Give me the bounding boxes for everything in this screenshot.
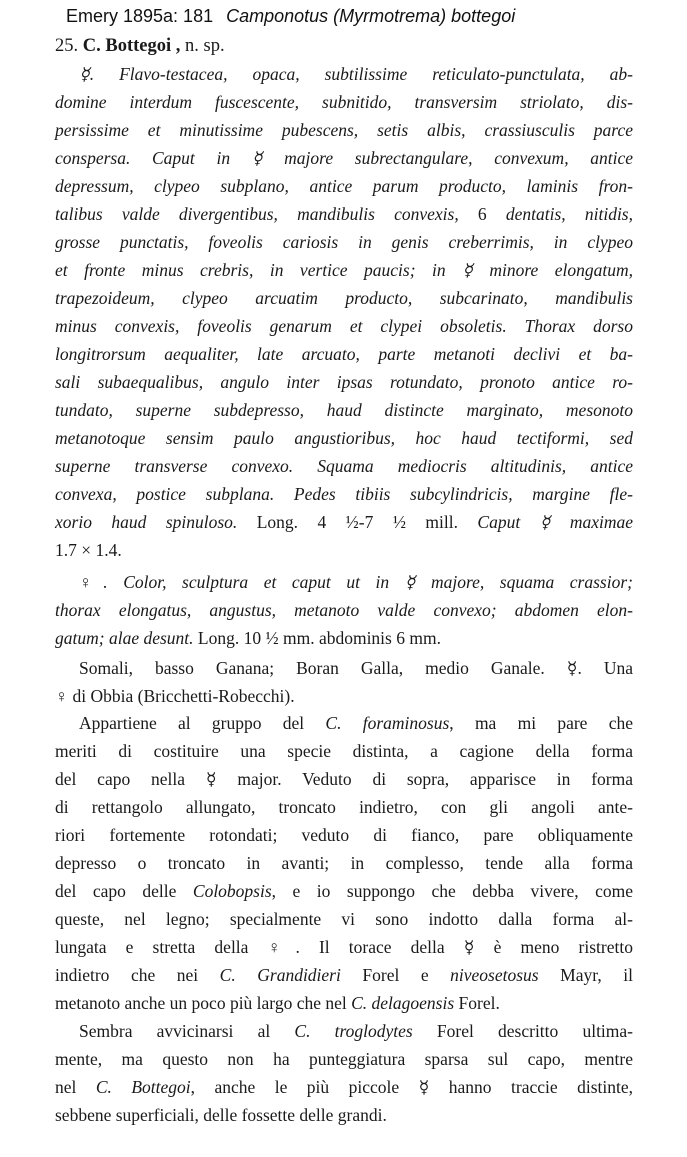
text-segment: Long. 4 ½-7 ½ mill.	[256, 512, 458, 532]
text-line	[55, 765, 633, 793]
female-description	[55, 568, 633, 652]
text-segment: lungata e stretta della ♀. Il torace della ☿ è meno ristretto	[55, 937, 633, 957]
text-line	[55, 228, 633, 256]
text-segment: metanotoque sensim paulo angustioribus, hoc haud tectiformi, sed	[55, 428, 633, 448]
text-segment: del capo delle	[55, 881, 193, 901]
citation-header	[66, 4, 666, 28]
text-segment: talibus valde divergentibus, mandibulis convexis,	[55, 204, 478, 224]
text-segment: Mayr, il	[538, 965, 633, 985]
text-segment: Forel descritto ultima-	[412, 1021, 634, 1041]
text-segment: depresso o troncato in avanti; in complesso, tende alla forma	[55, 853, 633, 873]
text-line	[55, 256, 633, 284]
text-line	[55, 1101, 633, 1129]
text-segment: convexa, postice subplana. Pedes tibiis subcylindricis, margine fle-	[55, 484, 633, 504]
text-segment: conspersa. Caput in ☿ majore subrectangulare, convexum, antice	[55, 148, 633, 168]
text-segment: depressum, clypeo subplano, antice parum producto, laminis fron-	[55, 176, 633, 196]
worker-description	[55, 60, 633, 564]
text-line	[55, 172, 633, 200]
text-segment: C. Grandidieri	[219, 965, 341, 985]
text-segment: Caput ☿ maximae	[457, 512, 633, 532]
species-title: C. Bottegoi ,	[82, 36, 181, 56]
text-line	[55, 1045, 633, 1073]
text-segment: nel	[55, 1077, 96, 1097]
text-segment: mente, ma questo non ha punteggiatura sparsa sul capo, mentre	[55, 1049, 633, 1069]
text-line	[55, 200, 633, 228]
text-segment: grosse punctatis, foveolis cariosis in genis creberrimis, in clypeo	[55, 232, 633, 252]
text-line	[55, 144, 633, 172]
text-segment: queste, nel legno; specialmente vi sono indotto dalla forma al-	[55, 909, 633, 929]
text-line	[55, 1073, 633, 1101]
text-segment: C. Bottegoi	[95, 1077, 191, 1097]
text-segment: gatum; alae desunt.	[55, 628, 198, 648]
text-line	[55, 340, 633, 368]
text-line	[55, 568, 633, 596]
text-line	[55, 88, 633, 116]
text-line	[55, 709, 633, 737]
text-segment: C. troglodytes	[294, 1021, 413, 1041]
paragraph-1	[55, 709, 633, 1017]
text-segment: 1.7 × 1.4.	[55, 540, 122, 560]
text-segment: superne transverse convexo. Squama mediocris altitudinis, antice	[55, 456, 633, 476]
text-segment: Colobopsis	[192, 881, 272, 901]
text-segment: ♀. Color, sculptura et caput ut in ☿ majore, squama crassior;	[79, 572, 633, 592]
text-segment: , e io suppongo che debba vivere, come	[271, 881, 633, 901]
text-segment: minus convexis, foveolis genarum et clypei obsoletis. Thorax dorso	[55, 316, 633, 336]
localities	[55, 654, 633, 710]
text-segment: Long. 10 ½ mm. abdominis 6 mm.	[197, 628, 441, 648]
text-line	[55, 116, 633, 144]
text-line	[55, 682, 633, 710]
text-line	[55, 312, 633, 340]
text-line	[55, 737, 633, 765]
text-line	[55, 654, 633, 682]
text-segment: riori fortemente rotondati; veduto di fianco, pare obliquamente	[55, 825, 633, 845]
text-segment: Forel e	[340, 965, 451, 985]
text-segment: Appartiene al gruppo del	[79, 713, 326, 733]
text-line	[55, 905, 633, 933]
paragraph-2	[55, 1017, 633, 1129]
text-line	[55, 877, 633, 905]
text-segment: , anche le più piccole ☿ hanno traccie distinte,	[190, 1077, 633, 1097]
text-segment: Somali, basso Ganana; Boran Galla, medio Ganale. ☿. Una	[79, 658, 633, 678]
text-line	[55, 452, 633, 480]
text-line	[55, 596, 633, 624]
text-line	[55, 60, 633, 88]
text-segment: , ma mi pare che	[449, 713, 634, 733]
text-segment: et fronte minus crebris, in vertice paucis; in ☿ minore elongatum,	[55, 260, 633, 280]
species-number: 25.	[55, 36, 79, 56]
text-line	[55, 536, 633, 564]
text-segment: di rettangolo allungato, troncato indietro, con gli angoli ante-	[55, 797, 633, 817]
citation: Emery 1895a: 181	[66, 6, 214, 26]
text-segment: ☿. Flavo-testacea, opaca, subtilissime reticulato-punctulata, ab-	[79, 64, 633, 84]
text-segment: thorax elongatus, angustus, metanoto valde convexo; abdomen elon-	[55, 600, 633, 620]
text-line	[55, 961, 633, 989]
text-segment: Sembra avvicinarsi al	[79, 1021, 295, 1041]
text-segment: domine interdum fuscescente, subnitido, transversim striolato, dis-	[55, 92, 633, 112]
text-segment: del capo nella ☿ major. Veduto di sopra, apparisce in forma	[55, 769, 633, 789]
text-segment: C. foraminosus	[325, 713, 450, 733]
text-segment: metanoto anche un poco più largo che nel	[55, 993, 352, 1013]
text-segment: tundato, superne subdepresso, haud distincte marginato, mesonoto	[55, 400, 633, 420]
text-segment: meriti di costituire una specie distinta, a cagione della forma	[55, 741, 633, 761]
text-segment: C. delagoensis	[351, 993, 455, 1013]
text-segment: xorio haud spinuloso.	[55, 512, 257, 532]
text-segment: dentatis, nitidis,	[486, 204, 633, 224]
text-segment: Forel.	[454, 993, 500, 1013]
species-status: n. sp.	[185, 36, 225, 56]
text-segment: longitrorsum aequaliter, late arcuato, parte metanoti declivi et ba-	[55, 344, 633, 364]
text-line	[55, 508, 633, 536]
text-line	[55, 849, 633, 877]
text-line	[55, 396, 633, 424]
text-segment: sebbene superficiali, delle fossette delle grandi.	[55, 1105, 387, 1125]
species-heading	[55, 32, 633, 60]
text-line	[55, 1017, 633, 1045]
text-segment: 6	[477, 204, 487, 224]
text-segment: ♀ di Obbia (Bricchetti-Robecchi).	[55, 686, 295, 706]
species-name: Camponotus (Myrmotrema) bottegoi	[226, 6, 516, 26]
text-line	[55, 284, 633, 312]
text-line	[55, 933, 633, 961]
text-segment: niveosetosus	[450, 965, 539, 985]
text-line	[55, 989, 633, 1017]
text-line	[55, 368, 633, 396]
text-line	[55, 821, 633, 849]
text-line	[55, 480, 633, 508]
text-segment: trapezoideum, clypeo arcuatim producto, subcarinato, mandibulis	[55, 288, 633, 308]
text-line	[55, 624, 633, 652]
text-line	[55, 424, 633, 452]
text-segment: persissime et minutissime pubescens, setis albis, crassiusculis parce	[55, 120, 633, 140]
text-line	[55, 793, 633, 821]
text-segment: sali subaequalibus, angulo inter ipsas rotundato, pronoto antice ro-	[55, 372, 633, 392]
text-segment: indietro che nei	[55, 965, 220, 985]
